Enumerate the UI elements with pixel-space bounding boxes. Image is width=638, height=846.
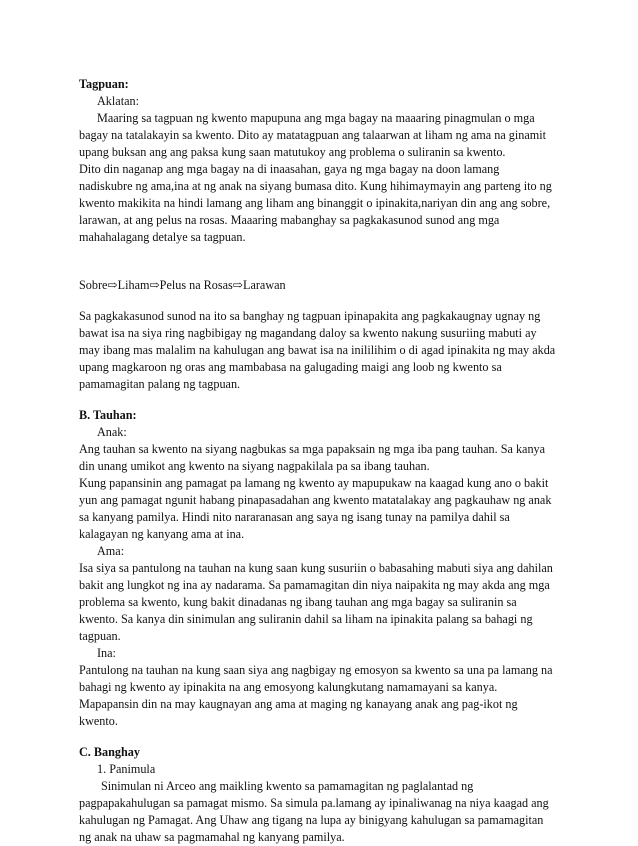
- text-line: upang buksan ang ang paksa kung saan matutukoy ang problema o suliranin sa kwento.: [79, 145, 506, 159]
- text-line: Sa pagkakasunod sunod na ito sa banghay ng tagpuan ipinapakita ang pagkakaugnay ugnay ng: [79, 309, 541, 323]
- text-line: Pantulong na tauhan na kung saan siya ang nagbigay ng emosyon sa kwento sa una pa lamang na: [79, 663, 553, 677]
- text-line: kwento.: [79, 714, 118, 728]
- text-line: pamamagitan palang ng tagpuan.: [79, 377, 241, 391]
- text-line: yun ang pamagat ngunit habang pinapasadahan ang kwento matatalakay ang pagkauhaw ng anak: [79, 493, 552, 507]
- text-line: may ibang mas malalim na kahulugan ang bawat isa na inililihim o di agad ipinakita ng may akda: [79, 343, 556, 357]
- text-line: bakit ang lungkot ng ina ay nadarama. Sa pamamagitan din niya naipakita ng may akda ang mga: [79, 578, 550, 592]
- text-line: tagpuan.: [79, 629, 121, 643]
- list-item-panimula: 1. Panimula: [97, 762, 156, 776]
- text-line: larawan, at ang pelus na rosas. Maaaring mabanghay sa pagkakasunod sunod ang mga: [79, 213, 500, 227]
- text-line: kalagayan ng kanyang ama at ina.: [79, 527, 245, 541]
- text-line: Sinimulan ni Arceo ang maikling kwento sa pamamagitan ng paglalantad ng: [101, 779, 474, 793]
- text-line: Dito din naganap ang mga bagay na di inaasahan, gaya ng mga bagay na doon lamang: [79, 162, 500, 176]
- text-line: bawat isa na siya ring nagbibigay ng magandang daloy sa kwento nakung susuriing mabuti ay: [79, 326, 537, 340]
- text-line: problema sa kwento, kung bakit dinadanas ng ibang tauhan ang mga bagay sa suliranin sa: [79, 595, 517, 609]
- paragraph-banghay: [79, 778, 589, 846]
- document-body: [79, 76, 589, 846]
- paragraph-tagpuan-2: [79, 308, 589, 393]
- text-line: upang magkaroon ng oras ang mambabasa na galugading maigi ang loob ng kwento sa: [79, 360, 502, 374]
- text-line: kwento. Sa kanya din sinimulan ang suliranin dahil sa liham na ipinakita palang sa bahagi ng: [79, 612, 533, 626]
- item-sequence: Sobre⇨Liham⇨Pelus na Rosas⇨Larawan: [79, 278, 286, 292]
- paragraph-anak: [79, 441, 589, 543]
- text-line: kwento makikita na hindi lamang ang liham ang binanggit o ipinakita,nariyan din ang ang sobre,: [79, 196, 551, 210]
- subheading-ama: Ama:: [97, 544, 125, 558]
- text-line: Isa siya sa pantulong na tauhan na kung saan kung susuriin o babasahing mabuti siya ang dahilan: [79, 561, 553, 575]
- section-heading-tauhan: B. Tauhan:: [79, 408, 137, 422]
- text-line: pagpapakahulugan sa pamagat mismo. Sa simula pa.lamang ay ipinaliwanag na niya kaagad ang: [79, 796, 549, 810]
- paragraph-tagpuan-1: [79, 110, 589, 246]
- subheading-aklatan: Aklatan:: [97, 94, 139, 108]
- text-line: bahagi ng kwento ay ipinakita na ang emosyong kalungkutang namamayani sa kanya.: [79, 680, 498, 694]
- text-line: Maaring sa tagpuan ng kwento mapupuna ang mga bagay na maaaring pinagmulan o mga: [97, 111, 535, 125]
- text-line: mahahalagang detalye sa tagpuan.: [79, 230, 246, 244]
- text-line: Kung papansinin ang pamagat pa lamang ng kwento ay mapupukaw na kaagad kung ano o bakit: [79, 476, 549, 490]
- paragraph-ina: [79, 662, 589, 730]
- text-line: ng anak na uhaw sa pagmamahal ng kanyang pamilya.: [79, 830, 345, 844]
- paragraph-ama: [79, 560, 589, 645]
- section-heading-tagpuan: Tagpuan:: [79, 77, 129, 91]
- text-line: din unang umikot ang kwento na siyang nagpakilala pa sa ibang tauhan.: [79, 459, 430, 473]
- subheading-anak: Anak:: [97, 425, 127, 439]
- text-line: Mapapansin din na may kaugnayan ang ama at maging ng kanayang anak ang pag-ikot ng: [79, 697, 518, 711]
- text-line: nadiskubre ng ama,ina at ng anak na siyang bumasa dito. Kung hihimaymayin ang parteng ito ng: [79, 179, 552, 193]
- text-line: kahulugan ng Pamagat. Ang Uhaw ang tigang na lupa ay binigyang kahulugan sa pamamagitan: [79, 813, 544, 827]
- text-line: bagay na tatalakayin sa kwento. Dito ay matatagpuan ang talaarwan at liham ng ama na ginamit: [79, 128, 547, 142]
- text-line: sa kanyang pamilya. Hindi nito nararanasan ang saya ng isang tunay na pamilya dahil sa: [79, 510, 510, 524]
- section-heading-banghay: C. Banghay: [79, 745, 140, 759]
- text-line: Ang tauhan sa kwento na siyang nagbukas sa mga papaksain ng mga iba pang tauhan. Sa kanya: [79, 442, 546, 456]
- subheading-ina: Ina:: [97, 646, 116, 660]
